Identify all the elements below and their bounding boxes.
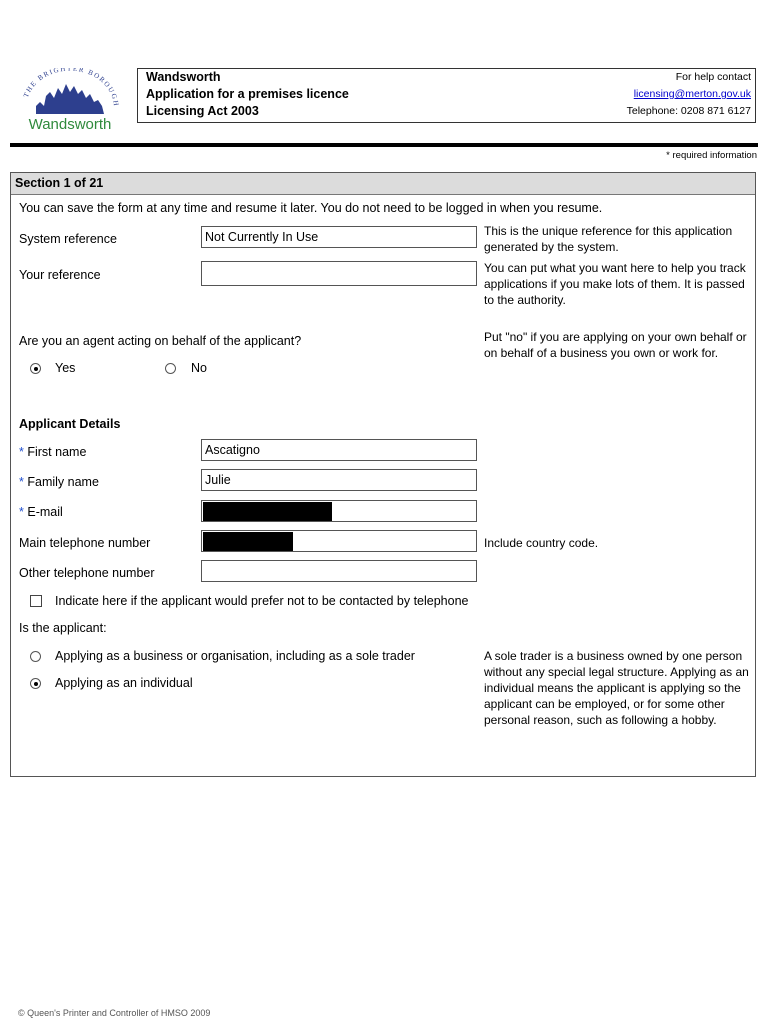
no-phone-contact-label: Indicate here if the applicant would prefer not to be contacted by telephone	[55, 594, 469, 608]
individual-radio[interactable]	[30, 678, 41, 689]
business-radio[interactable]	[30, 651, 41, 662]
help-email-link[interactable]: licensing@merton.gov.uk	[633, 88, 751, 100]
agent-no-label: No	[191, 361, 207, 375]
redaction-block	[203, 532, 293, 551]
agent-no-radio[interactable]	[165, 363, 176, 374]
applicant-details-heading: Applicant Details	[19, 417, 121, 431]
email-label: * E-mail	[19, 505, 63, 519]
redaction-block	[203, 502, 332, 521]
first-name-label: * First name	[19, 445, 87, 459]
header-divider	[10, 143, 758, 147]
copyright-footer: © Queen's Printer and Controller of HMSO 2009	[18, 1008, 211, 1018]
your-reference-label: Your reference	[19, 268, 101, 282]
required-info-note: * required information	[666, 150, 757, 161]
main-phone-help: Include country code.	[484, 536, 599, 550]
wandsworth-logo	[14, 68, 126, 134]
form-header	[137, 68, 756, 123]
form-title: Application for a premises licence	[146, 87, 349, 101]
act-name: Licensing Act 2003	[146, 104, 259, 118]
required-star: *	[19, 445, 24, 459]
agent-question: Are you an agent acting on behalf of the applicant?	[19, 334, 302, 348]
applicant-type-question: Is the applicant:	[19, 621, 107, 635]
section-intro: You can save the form at any time and resume it later. You do not need to be logged in when you resume.	[19, 201, 603, 215]
logo-text: Wandsworth	[28, 116, 112, 133]
system-reference-field[interactable]: Not Currently In Use	[201, 226, 477, 248]
family-name-label: * Family name	[19, 475, 99, 489]
agent-help: Put "no" if you are applying on your own behalf or on behalf of a business you own or work for.	[484, 330, 747, 360]
family-name-field[interactable]: Julie	[201, 469, 477, 491]
main-phone-field[interactable]	[201, 530, 477, 552]
agent-yes-label: Yes	[55, 361, 76, 375]
business-label: Applying as a business or organisation, including as a sole trader	[55, 649, 415, 663]
other-phone-field[interactable]	[201, 560, 477, 582]
no-phone-contact-checkbox[interactable]	[30, 595, 42, 607]
individual-label: Applying as an individual	[55, 676, 193, 690]
logo-arc-text: THE BRIGHTER BOROUGH	[21, 68, 121, 108]
agent-yes-radio[interactable]	[30, 363, 41, 374]
required-star: *	[19, 505, 24, 519]
email-field[interactable]	[201, 500, 477, 522]
applicant-type-help: A sole trader is a business owned by one person without any special legal structure. Applying as an individual means the applicant is applying so the applicant can be employed, or for some other personal reason, such as following a hobby.	[484, 649, 749, 727]
first-name-field[interactable]: Ascatigno	[201, 439, 477, 461]
system-reference-label: System reference	[19, 232, 117, 246]
main-phone-label: Main telephone number	[19, 536, 151, 550]
system-reference-help: This is the unique reference for this application generated by the system.	[484, 224, 733, 254]
other-phone-label: Other telephone number	[19, 566, 155, 580]
council-name: Wandsworth	[146, 70, 221, 84]
required-star: *	[19, 475, 24, 489]
help-contact-label: For help contact	[675, 71, 751, 83]
help-phone: Telephone: 0208 871 6127	[626, 105, 751, 117]
your-reference-field[interactable]	[201, 261, 477, 286]
section-title: Section 1 of 21	[11, 173, 755, 195]
your-reference-help: You can put what you want here to help you track applications if you make lots of them. It is passed to the authority.	[484, 261, 746, 307]
